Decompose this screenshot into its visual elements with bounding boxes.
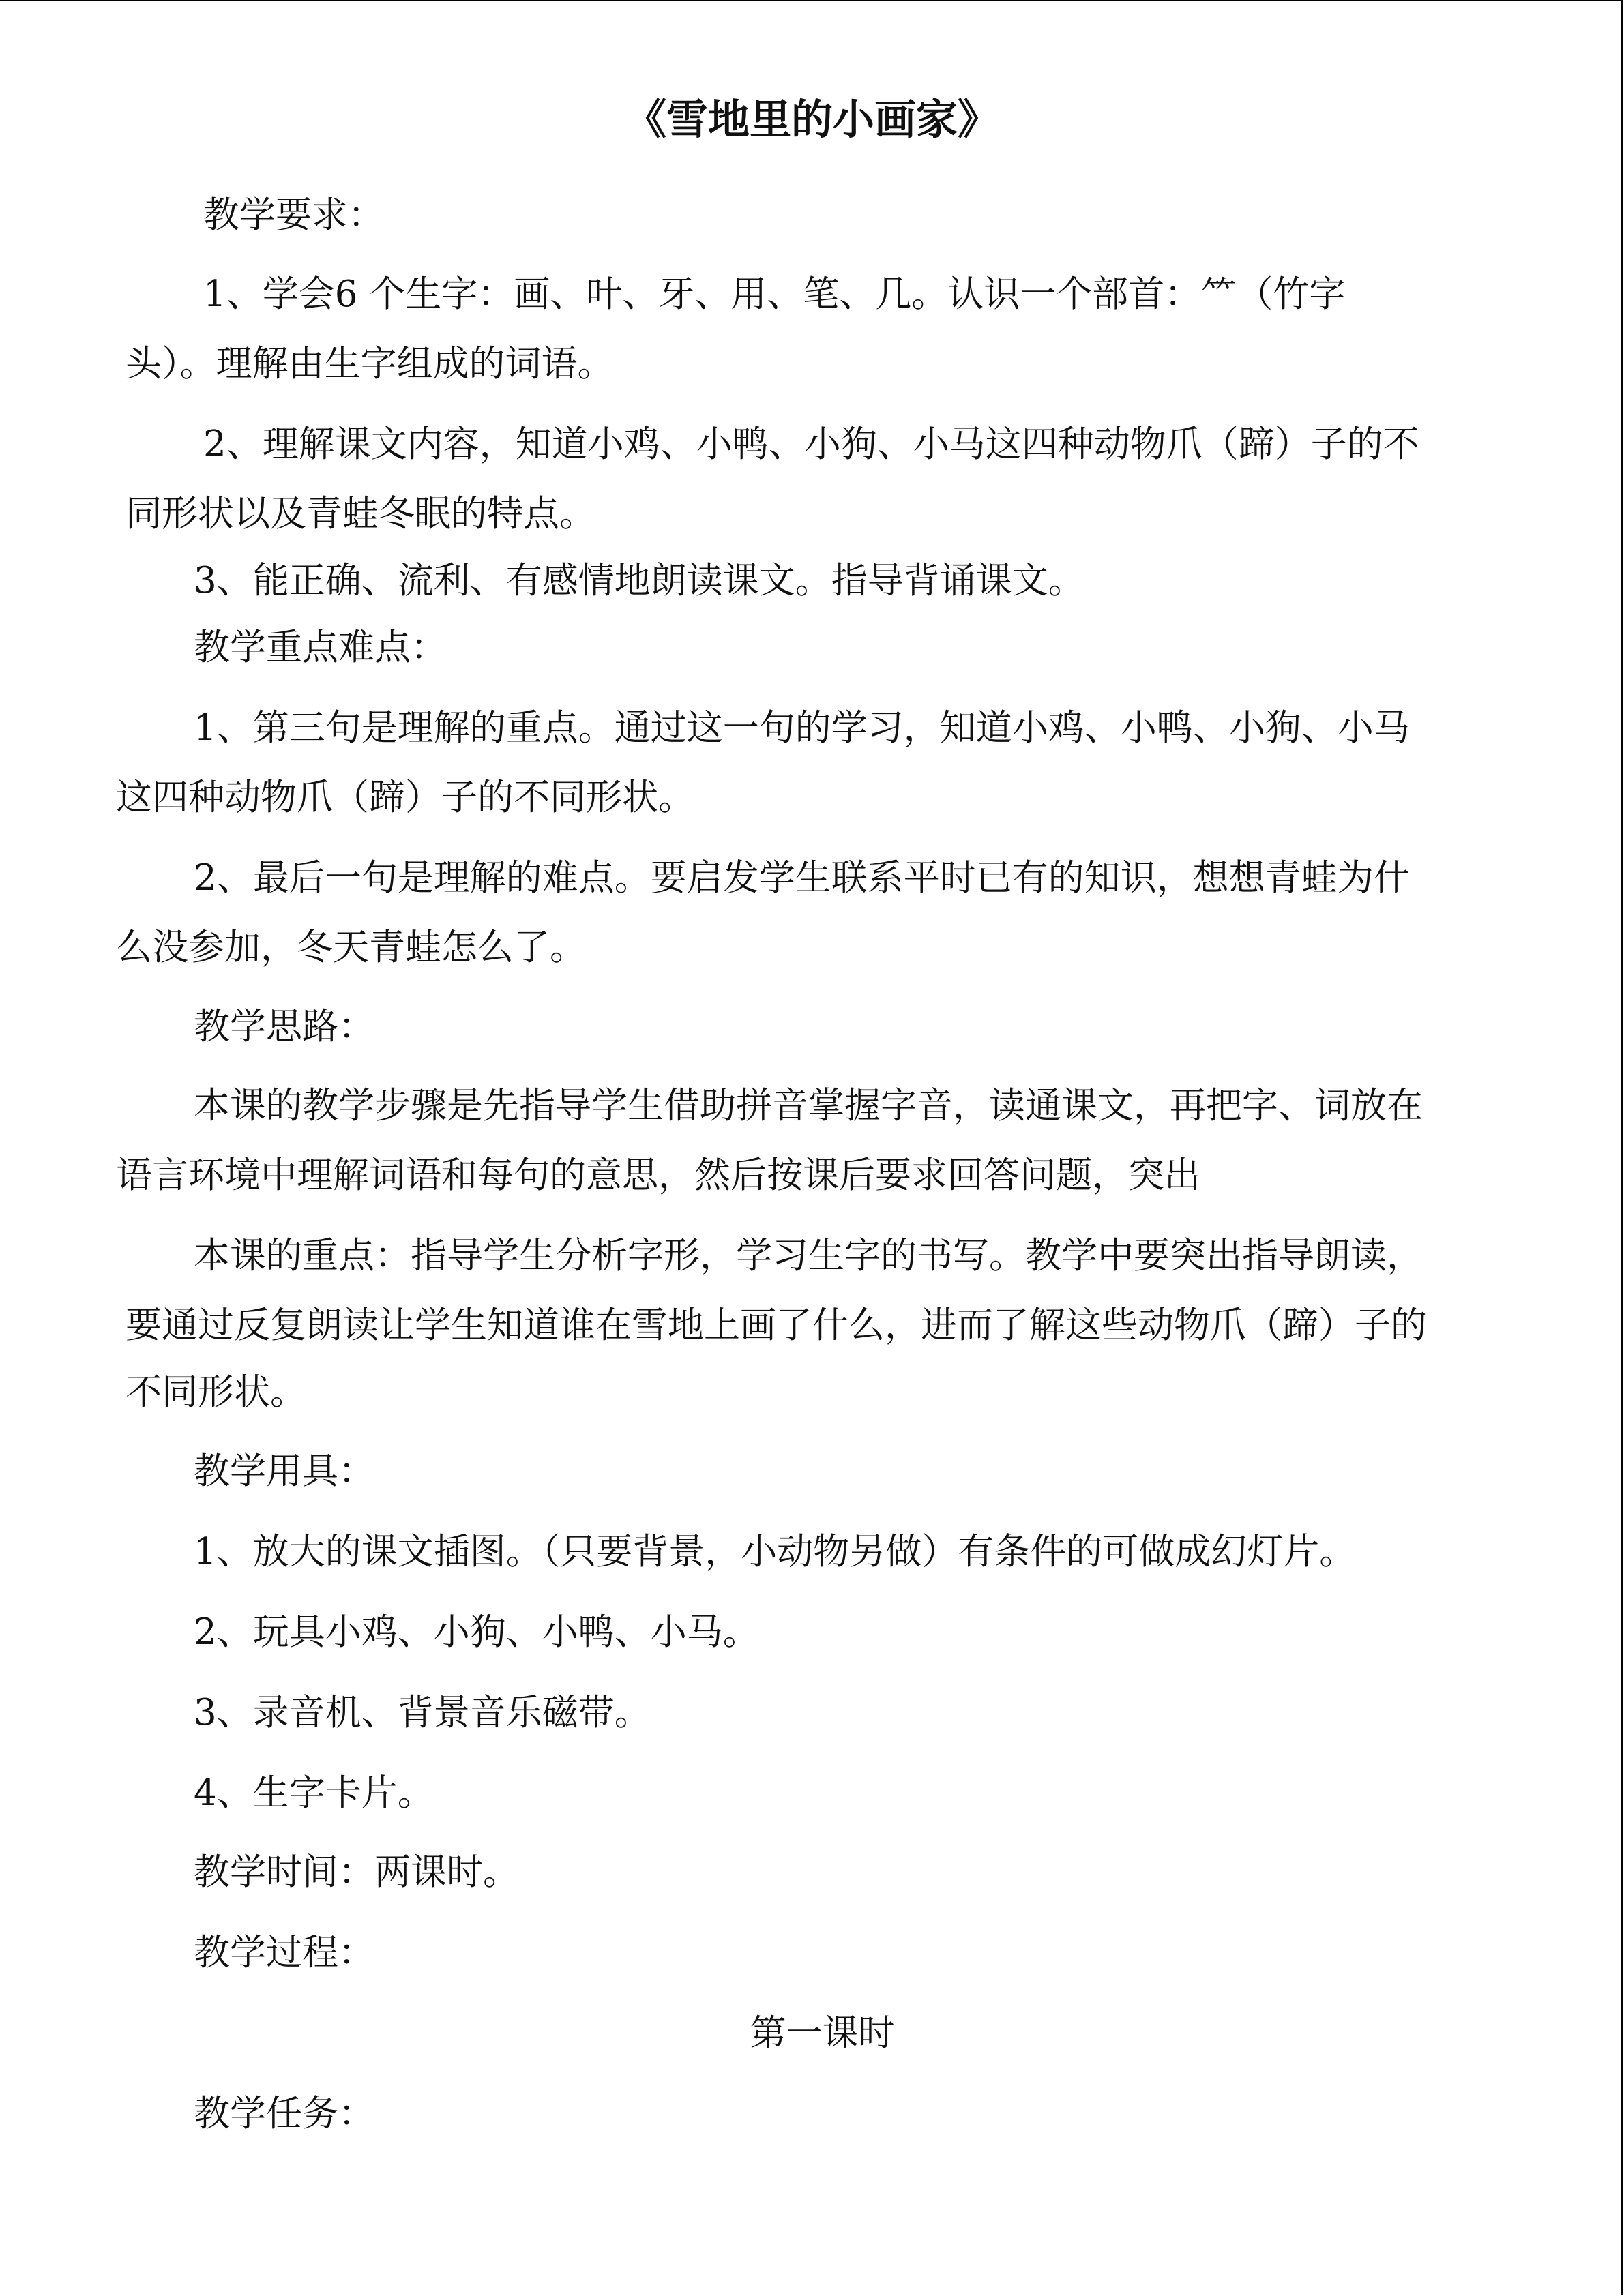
paragraph-line: 本课的教学步骤是先指导学生借助拼音掌握字音，读通课文，再把字、词放在 — [194, 1085, 1423, 1127]
section-heading: 教学过程： — [194, 1932, 374, 1973]
paragraph-line: 不同形状。 — [126, 1371, 306, 1413]
section-heading: 教学任务： — [194, 2093, 374, 2134]
paragraph-line: 要通过反复朗读让学生知道谁在雪地上画了什么，进而了解这些动物爪（蹄）子的 — [126, 1304, 1427, 1346]
paragraph-line: 3、能正确、流利、有感情地朗读课文。指导背诵课文。 — [194, 560, 1084, 601]
paragraph-line: 2、理解课文内容，知道小鸡、小鸭、小狗、小马这四种动物爪（蹄）子的不 — [203, 423, 1419, 465]
document-title: 《雪地里的小画家》 — [624, 95, 999, 144]
paragraph-line: 1、第三句是理解的重点。通过这一句的学习，知道小鸡、小鸭、小狗、小马 — [194, 707, 1410, 749]
paragraph-line: 2、最后一句是理解的难点。要启发学生联系平时已有的知识，想想青蛙为什 — [194, 857, 1410, 899]
list-item: 1、放大的课文插图。（只要背景，小动物另做）有条件的可做成幻灯片。 — [194, 1531, 1356, 1572]
list-item: 3、录音机、背景音乐磁带。 — [194, 1692, 651, 1733]
section-heading: 教学思路： — [194, 1006, 374, 1047]
paragraph-line: 本课的重点：指导学生分析字形，学习生字的书写。教学中要突出指导朗读， — [194, 1235, 1423, 1277]
section-heading: 教学要求： — [203, 194, 384, 236]
paragraph-line: 教学时间：两课时。 — [194, 1851, 519, 1893]
paragraph-line: 这四种动物爪（蹄）子的不同形状。 — [116, 777, 694, 818]
list-item: 2、玩具小鸡、小狗、小鸭、小马。 — [194, 1611, 759, 1653]
section-heading: 教学重点难点： — [194, 627, 447, 668]
paragraph-line: 1、学会6 个生字：画、叶、牙、用、笔、几。认识一个部首：⺮（竹字 — [203, 273, 1346, 315]
lesson-heading: 第一课时 — [750, 2012, 895, 2054]
list-item: 4、生字卡片。 — [194, 1772, 434, 1814]
paragraph-line: 语言环境中理解词语和每句的意思，然后按课后要求回答问题，突出 — [116, 1154, 1200, 1196]
paragraph-line: 么没参加，冬天青蛙怎么了。 — [116, 927, 586, 968]
section-heading: 教学用具： — [194, 1450, 374, 1492]
paragraph-line: 同形状以及青蛙冬眠的特点。 — [126, 493, 595, 535]
paragraph-line: 头）。理解由生字组成的词语。 — [126, 343, 614, 385]
